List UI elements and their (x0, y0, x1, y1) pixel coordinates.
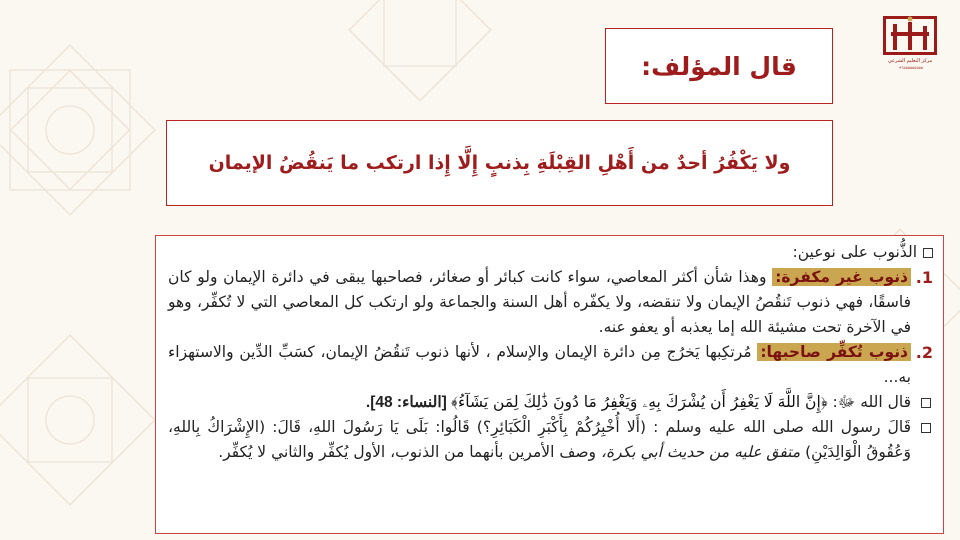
bullet-quran (168, 390, 933, 415)
title-box (605, 28, 833, 104)
item-text: وهذا شأن أكثر المعاصي، سواء كانت كبائر أو صغائر، فصاحبها يبقى في دائرة الإيمان ولو كان فاسقًا، فهي ذنوب تَنقُصُ الإيمان ولا تنقضه، ولا يكفّره أهل السنة والجماعة ولو ارتكب كل المعاصي التي لا تُكفِّر، وهو في الآخرة تحت مشيئة الله إما يعذبه أو يعفو عنه. (168, 268, 911, 336)
ayah-text: ﴿إِنَّ اللَّهَ لَا يَغْفِرُ أَن يُشْرَكَ بِهِۦ وَيَغْفِرُ مَا دُونَ ذَٰلِكَ لِمَن يَشَآءُ﴾ (451, 393, 828, 411)
hadith-text: (أَلا أُخْبِرُكُمْ بِأَكْبَرِ الْكَبَائِرِ؟) قَالُوا: بَلَى يَا رَسُولَ اللهِ، قَالَ: (الإِشْرَاكُ بِاللهِ، وَعُقُوقُ الْوَالِدَيْنِ) (168, 418, 911, 461)
logo (876, 14, 944, 86)
bullet-lead: قال الله ﷻ: (827, 393, 911, 411)
section-heading (168, 240, 933, 265)
checkbox-bullet-icon (923, 248, 933, 258)
content-box (155, 235, 944, 534)
item-text: مُرتكِبها يَخرُج مِن دائرة الإيمان والإسلام ، لأنها ذنوب تَنقُضُ الإيمان، كسَبِّ الدِّين والاستهزاء به... (168, 343, 911, 386)
hadith-commentary: وصف الأمرين بأنهما من الذنوب، الأول يُكفِّر والثاني لا يُكفِّر. (218, 443, 601, 461)
logo-phone: ٠٩٦٥٥٥٥٥٥٥٥٥ (897, 65, 923, 70)
checkbox-bullet-icon (921, 423, 931, 433)
checkbox-bullet-icon (921, 398, 931, 408)
ayah-reference: [النساء: 48]. (365, 394, 452, 411)
logo-subtitle: مركز التعليم الشرعي (887, 58, 933, 64)
list-item (168, 340, 933, 390)
logo-emblem-icon (879, 14, 941, 58)
list-item (168, 265, 933, 340)
item-label: ذنوب تُكفِّر صاحبها: (757, 343, 911, 361)
author-quote: ولا يَكْفُرُ أحدٌ من أَهْلِ القِبْلَةِ بِذنبٍ إِلَّا إِذا ارتكب ما يَنقُضُ الإيمان (208, 152, 791, 174)
bullet-lead: قَالَ رسول الله صلى الله عليه وسلم : (646, 418, 911, 436)
quote-box (166, 120, 833, 206)
item-label: ذنوب غير مكفرة: (772, 268, 911, 286)
bullet-hadith (168, 415, 933, 465)
heading-text: الذُّنوب على نوعين: (792, 243, 917, 261)
hadith-source: متفق عليه من حديث أبي بكرة، (600, 443, 801, 461)
item-number: 2. (915, 343, 933, 362)
item-number: 1. (915, 268, 933, 287)
page-title: قال المؤلف: (641, 51, 797, 81)
